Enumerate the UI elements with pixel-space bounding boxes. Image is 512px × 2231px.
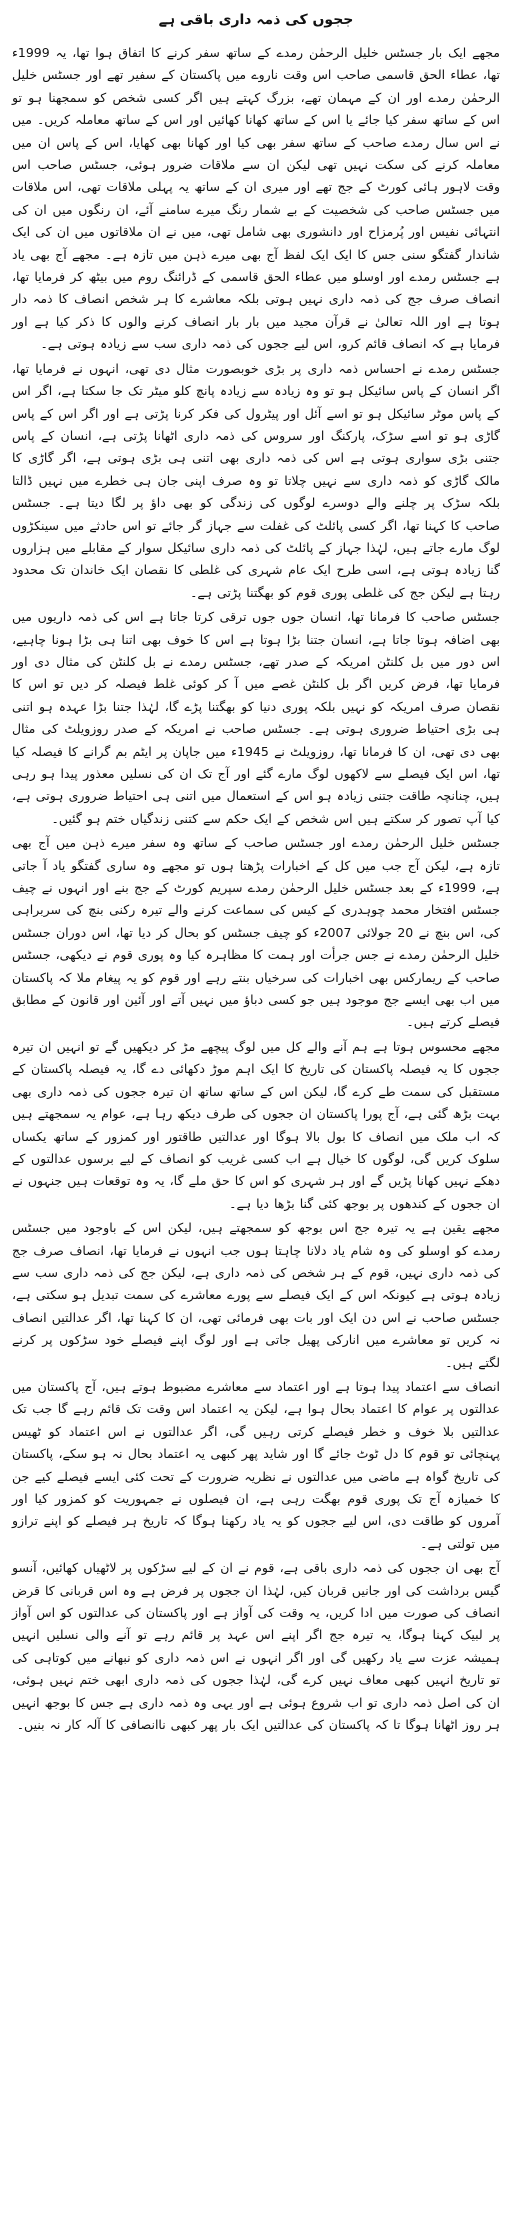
article-paragraph-7: انصاف سے اعتماد پیدا ہوتا ہے اور اعتماد سے معاشرے مضبوط ہوتے ہیں، آج پاکستان میں عدالتوں پر عوام کا اعتماد بحال ہوا ہے، لیکن یہ اعتماد اس وقت تک قائم رہے گا جب تک عدالتیں بلا خوف و خطر فیصلے کرتی رہیں گی، اگر عدالتوں نے اس اعتماد کو ٹھیس پہنچائی تو قوم کا دل ٹوٹ جائے گا اور شاید پھر کبھی یہ اعتماد بحال نہ ہو سکے، پاکستان کی تاریخ گواہ ہے ماضی میں عدالتوں نے نظریہ ضرورت کے تحت کئی ایسے فیصلے کیے جن کا خمیازہ آج تک پوری قوم بھگت رہی ہے، ان فیصلوں نے جمہوریت کو کمزور کیا اور آمروں کو طاقت دی، اس لیے ججوں کو یہ یاد رکھنا ہوگا کہ تاریخ ہر فیصلے کو اپنے ترازو میں تولتی ہے۔ (12, 1378, 500, 1551)
article-title: ججوں کی ذمہ داری باقی ہے (158, 12, 354, 28)
article-paragraph-2: جسٹس رمدے نے احساس ذمہ داری پر بڑی خوبصورت مثال دی تھی، انہوں نے فرمایا تھا، اگر انسان کے پاس سائیکل ہو تو وہ زیادہ سے زیادہ پانچ کلو میٹر تک جا سکتا ہے، اگر اس کے پاس موٹر سائیکل ہو تو اسے آئل اور پیٹرول کی فکر کرنا پڑتی ہے اور اگر اس کے پاس گاڑی ہو تو اسے سڑک، پارکنگ اور سروس کی ذمہ داری اٹھانا پڑتی ہے، انسان کے پاس جتنی بڑی سواری ہوتی ہے اس کی ذمہ داری بھی اتنی ہی بڑی ہوتی ہے، اگر گاڑی کا مالک گاڑی کو ذمہ داری سے نہیں چلاتا تو وہ صرف اپنی جان ہی خطرے میں نہیں ڈالتا بلکہ سڑک پر چلنے والے دوسرے لوگوں کی زندگی کو بھی داؤ پر لگا دیتا ہے۔ جسٹس صاحب کا کہنا تھا، اگر کسی پائلٹ کی غفلت سے جہاز گر جائے تو اس حادثے میں سینکڑوں لوگ مارے جاتے ہیں، لہٰذا جہاز کے پائلٹ کی ذمہ داری سائیکل سوار کے مقابلے میں ہزاروں گنا زیادہ ہوتی ہے، اسی طرح ایک عام شہری کی غلطی کا نقصان ایک خاندان تک محدود رہتا ہے لیکن جج کی غلطی پوری قوم کو بھگتنا پڑتی ہے۔ (12, 360, 500, 600)
article-paragraph-1: مجھے ایک بار جسٹس خلیل الرحمٰن رمدے کے ساتھ سفر کرنے کا اتفاق ہوا تھا، یہ 1999ء تھا، عطاء الحق قاسمی صاحب اس وقت ناروے میں پاکستان کے سفیر تھے اور جسٹس خلیل الرحمٰن رمدے اور ان کے مہمان تھے، بزرگ کہتے ہیں اگر کسی شخص کو سمجھنا ہو تو اس کے ساتھ سفر کیا جائے یا اس کے ساتھ کھانا کھائیں اور اس کے ساتھ معاملہ کریں۔ میں نے اس سال رمدے صاحب کے ساتھ سفر بھی کیا اور کھانا بھی کھایا، اس کے پاس ان میں معاملہ کرنے کی سکت نہیں تھی لیکن ان سے ملاقات ضرور ہوئی، جسٹس صاحب اس وقت لاہور ہائی کورٹ کے جج تھے اور میری ان کے ساتھ یہ پہلی ملاقات تھی، اس ملاقات میں جسٹس صاحب کی شخصیت کے بے شمار رنگ میرے سامنے آئے، ان رنگوں میں ان کی انتہائی نفیس اور پُرمزاح اور دانشوری بھی شامل تھی، میں نے ان ملاقاتوں میں ان کی ایک شاندار گفتگو سنی جس کا ایک ایک لفظ آج بھی میرے ذہن میں تازہ ہے۔ مجھے آج بھی یاد ہے جسٹس رمدے اور اوسلو میں عطاء الحق قاسمی کے ڈرائنگ روم میں بیٹھ کر فرمایا تھا، انصاف صرف جج کی ذمہ داری نہیں ہوتی بلکہ معاشرے کا ہر شخص انصاف کا ذمہ دار ہوتا ہے اور اللہ تعالیٰ نے قرآن مجید میں بار بار انصاف کرنے والوں کا ذکر کیا ہے اور فرمایا ہے کہ انصاف قائم کرو، اس لیے ججوں کی ذمہ داری سب سے زیادہ ہوتی ہے۔ (12, 45, 500, 352)
article-paragraph-5: مجھے محسوس ہوتا ہے ہم آنے والے کل میں لوگ پیچھے مڑ کر دیکھیں گے تو انہیں ان تیرہ ججوں کا یہ فیصلہ پاکستان کی تاریخ کا ایک اہم موڑ دکھائی دے گا، یہ فیصلہ پاکستان کے مستقبل کی سمت طے کرے گا، لیکن اس کے ساتھ ساتھ ان تیرہ ججوں کی ذمہ داری بھی بہت بڑھ گئی ہے، آج پورا پاکستان ان ججوں کی طرف دیکھ رہا ہے، عوام یہ سمجھتے ہیں کہ اب ملک میں انصاف کا بول بالا ہوگا اور عدالتیں طاقتور اور کمزور کے ساتھ یکساں سلوک کریں گی، لوگوں کا خیال ہے اب کسی غریب کو انصاف کے لیے برسوں عدالتوں کے دھکے نہیں کھانا پڑیں گے اور ہر شہری کو اس کا حق ملے گا، یہ وہ توقعات ہیں جنہوں نے ان ججوں کے کندھوں پر بوجھ کئی گنا بڑھا دیا ہے۔ (12, 1038, 500, 1211)
article-paragraph-6: مجھے یقین ہے یہ تیرہ جج اس بوجھ کو سمجھتے ہیں، لیکن اس کے باوجود میں جسٹس رمدے کو اوسلو کی وہ شام یاد دلانا چاہتا ہوں جب انہوں نے فرمایا تھا، انصاف صرف جج کی ذمہ داری نہیں، قوم کے ہر شخص کی ذمہ داری ہے، لیکن جج کی ذمہ داری سب سے زیادہ ہوتی ہے کیونکہ اس کے ایک فیصلے سے پورے معاشرے کی سمت تبدیل ہو سکتی ہے، جسٹس صاحب نے اس دن ایک اور بات بھی فرمائی تھی، ان کا کہنا تھا، اگر عدالتیں انصاف نہ کریں تو معاشرے میں انارکی پھیل جاتی ہے اور لوگ اپنے فیصلے خود سڑکوں پر کرنے لگتے ہیں۔ (12, 1220, 500, 1370)
article-paragraph-8: آج بھی ان ججوں کی ذمہ داری باقی ہے، قوم نے ان کے لیے سڑکوں پر لاٹھیاں کھائیں، آنسو گیس برداشت کی اور جانیں قربان کیں، لہٰذا ان ججوں پر فرض ہے وہ اس قربانی کا قرض انصاف کی صورت میں ادا کریں، یہ وقت کی آواز ہے اور پاکستان کی عدالتوں کو اس آواز پر لبیک کہنا ہوگا، یہ تیرہ جج اگر اپنے اس عہد پر قائم رہے تو آنے والی نسلیں انہیں ہمیشہ عزت سے یاد رکھیں گی اور اگر انہوں نے اس ذمہ داری کو نبھانے میں کوتاہی کی تو تاریخ انہیں کبھی معاف نہیں کرے گی، لہٰذا ججوں کی ذمہ داری ابھی ختم نہیں ہوئی، ان کی اصل ذمہ داری تو اب شروع ہوئی ہے اور یہی وہ ذمہ داری ہے جس کا بوجھ انہیں ہر روز اٹھانا ہوگا تا کہ پاکستان کی عدالتیں ایک بار پھر کبھی ناانصافی کا آلہ کار نہ بنیں۔ (12, 1560, 500, 1733)
article-paragraph-4: جسٹس خلیل الرحمٰن رمدے اور جسٹس صاحب کے ساتھ وہ سفر میرے ذہن میں آج بھی تازہ ہے، لیکن آج جب میں کل کے اخبارات پڑھتا ہوں تو مجھے وہ ساری گفتگو یاد آ جاتی ہے، 1999ء کے بعد جسٹس خلیل الرحمٰن رمدے سپریم کورٹ کے جج بنے اور انہوں نے چیف جسٹس افتخار محمد چوہدری کے کیس کی سماعت کرنے والے تیرہ رکنی بنچ کی سربراہی کی، اس بنچ نے 20 جولائی 2007ء کو چیف جسٹس کو بحال کر دیا تھا، اس دوران جسٹس خلیل الرحمٰن رمدے نے جس جرأت اور ہمت کا مظاہرہ کیا وہ پوری قوم نے دیکھی، جسٹس صاحب کے ریمارکس بھی اخبارات کی سرخیاں بنتے رہے اور قوم کو یہ پیغام ملا کہ پاکستان میں اب بھی ایسے جج موجود ہیں جو کسی دباؤ میں نہیں آتے اور آئین اور قانون کے مطابق فیصلے کرتے ہیں۔ (12, 835, 500, 1030)
article-paragraph-3: جسٹس صاحب کا فرمانا تھا، انسان جوں جوں ترقی کرتا جاتا ہے اس کی ذمہ داریوں میں بھی اضافہ ہوتا جاتا ہے، انسان جتنا بڑا ہوتا ہے اس کا خوف بھی اتنا ہی بڑا ہونا چاہیے، اس دور میں بل کلنٹن امریکہ کے صدر تھے، جسٹس رمدے نے بل کلنٹن کی مثال دی اور فرمایا تھا، فرض کریں اگر بل کلنٹن غصے میں آ کر کوئی غلط فیصلہ کر دیں تو اس کا نقصان صرف امریکہ کو نہیں بلکہ پوری دنیا کو بھگتنا پڑے گا، لہٰذا جتنا بڑا عہدہ ہو اتنی ہی بڑی احتیاط ضروری ہوتی ہے۔ جسٹس صاحب نے امریکہ کے صدر روزویلٹ کی مثال بھی دی تھی، ان کا فرمانا تھا، روزویلٹ نے 1945ء میں جاپان پر ایٹم بم گرانے کا فیصلہ کیا تھا، اس ایک فیصلے سے لاکھوں لوگ مارے گئے اور آج تک ان کی نسلیں معذور پیدا ہو رہی ہیں، چنانچہ طاقت جتنی زیادہ ہو اس کے استعمال میں اتنی ہی احتیاط ضروری ہوتی ہے، کیا آپ تصور کر سکتے ہیں اس شخص کے ایک حکم سے کتنی زندگیاں ختم ہو گئیں۔ (12, 609, 500, 826)
